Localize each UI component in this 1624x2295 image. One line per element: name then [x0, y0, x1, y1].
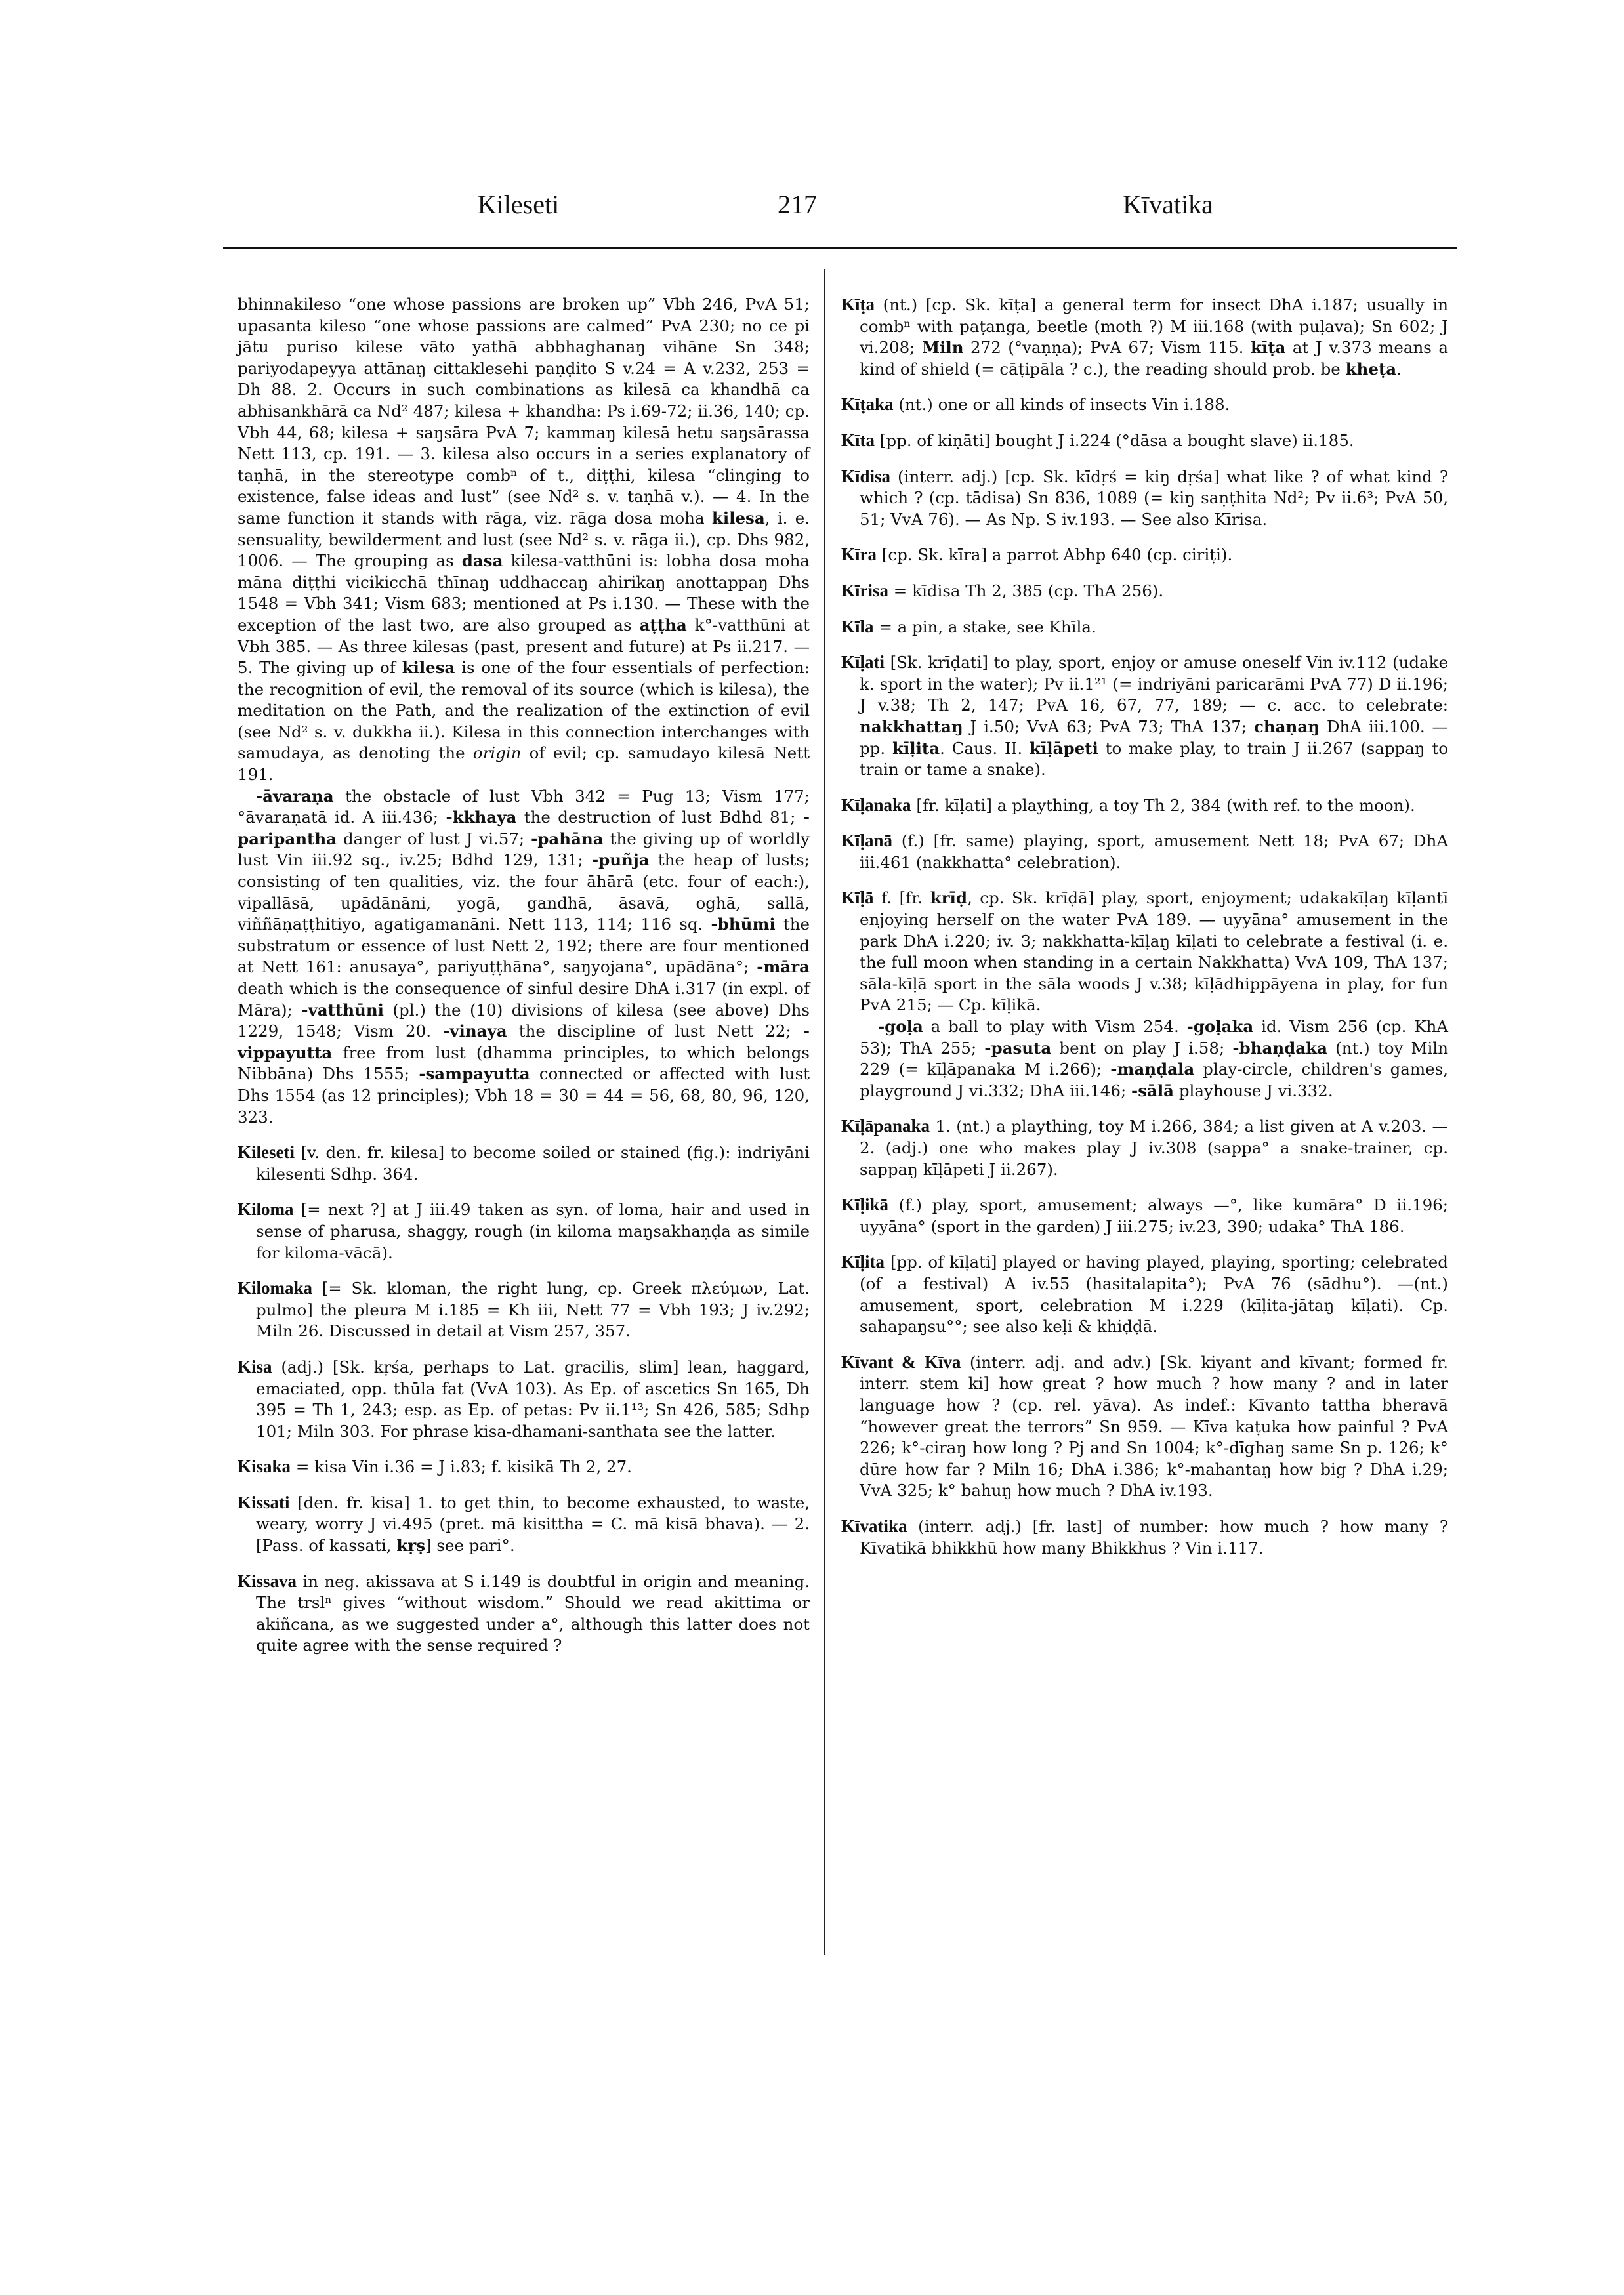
entry-text: (pl.) the (10) divisions of kilesa (see above) Dhs 1229, 1548; Vism 20. [238, 1000, 810, 1041]
headword: Kīdisa [841, 466, 891, 486]
entry-text: the obstacle of lust Vbh 342 = Pug 13; Vism 177; °āvaraṇatā id. A iii.436; [238, 786, 810, 827]
entry-text: the discipline of lust Nett 22; [507, 1022, 803, 1041]
headword: Kīḷanā [841, 831, 893, 851]
entry-text: (adj.) [Sk. kṛśa, perhaps to Lat. gracilis, slim] lean, haggard, emaciated, opp. thūla fat (VvA 103). As Ep. of ascetics Sn 165, Dh 395 = Th 1, 243; esp. as Ep. of petas: Pv ii.1¹³; Sn 426, 585; Sdhp 101; Miln 303. For phrase kisa-dhamani-santhata see the latter. [256, 1357, 810, 1441]
dictionary-entry [841, 651, 1448, 781]
entry-text: the giving up of worldly lust Vin iii.92 sq., iv.25; Bdhd 129, 131; [238, 829, 810, 870]
dictionary-entry [238, 1356, 810, 1442]
entry-text: [= next ?] at J iii.49 taken as syn. of loma, hair and used in sense of pharusa, shaggy, rough (in kiloma maŋsakhaṇḍa as simile for kiloma-vācā). [256, 1200, 810, 1262]
entry-text: is one of the four essentials of perfection: the recognition of evil, the removal of its source (which is kilesa), the meditation on the Path, and the realization of the extinction of evil (see Nd² s. v. dukkha ii.). Kilesa in this connection interchanges with samudaya, as denoting the [238, 658, 810, 763]
bold-subterm: -vinaya [443, 1022, 507, 1041]
entry-text: (interr. adj. and adv.) [Sk. kiyant and kīvant; formed fr. interr. stem ki] how great ? how much ? how many ? and in later language how ? (cp. rel. yāva). As indef.: Kīvanto tattha bheravā “however great the terrors” Sn 959. — Kīva kaṭuka how painful ? PvA 226; k°-ciraŋ how long ? Pj and Sn 1004; k°-dīghaŋ same Sn p. 126; k° dūre how far ? Miln 16; DhA i.386; k°-mahantaŋ how big ? DhA i.29; VvA 325; k° bahuŋ how much ? DhA iv.193. [860, 1352, 1448, 1500]
entry-text: f. [fr. [881, 888, 930, 908]
headword: Kīḷita [841, 1252, 885, 1272]
headword: Kīḷā [841, 888, 874, 908]
dictionary-entry [841, 1516, 1448, 1559]
dictionary-entry [841, 1194, 1448, 1237]
entry-text: k°-vatthūni at Vbh 385. — As three kilesas (past, present and future) at Ps ii.217. — 5. The giving up of [238, 615, 810, 678]
headword: Kīra [841, 545, 877, 565]
bold-subterm: kīḷāpeti [1029, 738, 1098, 758]
bold-subterm: dasa [461, 551, 503, 571]
compound-entries [238, 786, 810, 1128]
entry-text: , i. e. sensuality, bewilderment and lust (see Nd² s. v. rāga ii.), cp. Dhs 982, 1006. — The grouping as [238, 508, 810, 571]
headword: Kīla [841, 616, 874, 636]
bold-subterm: chaṇaŋ [1253, 716, 1320, 736]
bold-subterm: -maṇḍala [1110, 1060, 1195, 1079]
dictionary-entry [238, 1492, 810, 1557]
bold-subterm: Miln [921, 338, 964, 358]
bold-subterm: -māra [757, 957, 810, 977]
bold-subterm: -pahāna [531, 829, 604, 848]
entry-text: = a pin, a stake, see Khīla. [879, 617, 1096, 636]
bold-subterm: -goḷaka [1186, 1017, 1254, 1037]
header-rule [223, 247, 1457, 249]
headword: Kīḷanaka [841, 795, 911, 815]
entry-text: (interr. adj.) [cp. Sk. kīdṛś = kiŋ dṛśa] what like ? of what kind ? which ? (cp. tādisa) Sn 836, 1089 (= kiŋ saṇṭhita Nd²; Pv ii.6³; PvA 50, 51; VvA 76). — As Np. S iv.193. — See also Kīrisa. [860, 466, 1448, 529]
dictionary-entry [238, 1571, 810, 1657]
entry-text: (interr. adj.) [fr. last] of number: how much ? how many ? Kīvatikā bhikkhū how many Bhikkhus ? Vin i.117. [860, 1516, 1448, 1558]
bold-subterm: aṭṭha [639, 615, 687, 634]
page-number: 217 [778, 190, 817, 219]
entry-text: playhouse J vi.332. [1174, 1081, 1333, 1100]
entry-text: connected or affected with lust Dhs 1554 (as 12 principles); Vbh 18 = 30 = 44 = 56, 68, 80, 96, 120, 323. [238, 1064, 810, 1127]
headword: Kilomaka [238, 1278, 313, 1298]
entry-text: ] see pari°. [425, 1536, 515, 1556]
bold-subterm: kīḷita [892, 738, 940, 758]
entry-text: [pp. of kīḷati] played or having played, playing, sporting; celebrated (of a festival) A iv.55 (hasitalapita°); PvA 76 (sādhu°). —(nt.) amusement, sport, celebration M i.229 (kīḷita-jātaŋ kīḷati). Cp. sahapaŋsu°°; see also keḷi & khiḍḍā. [860, 1252, 1448, 1336]
bold-subterm: -pasuta [984, 1038, 1052, 1058]
entry-text: [pp. of kiṇāti] bought J i.224 (°dāsa a bought slave) ii.185. [879, 430, 1354, 450]
entry-text: to make play, to train J ii.267 (sappaŋ to train or tame a snake). [860, 738, 1448, 779]
headword: Kileseti [238, 1142, 295, 1163]
entry-text: [= Sk. kloman, the right lung, cp. Greek πλεύμων, Lat. pulmo] the pleura M i.185 = Kh iii, Nett 77 = Vbh 193; J iv.292; Miln 26. Discussed in detail at Vism 257, 357. [256, 1279, 810, 1341]
entry-text: kilesa-vatthūni is: lobha dosa moha māna diṭṭhi vicikicchā thīnaŋ uddhaccaŋ ahirikaŋ anottappaŋ Dhs 1548 = Vbh 341; Vism 683; mentioned at Ps i.130. — These with the exception of the last two, are also grouped as [238, 551, 810, 634]
entry-text: of evil; cp. samudayo kilesā Nett 191. [238, 743, 810, 785]
italic-term: origin [472, 743, 522, 763]
bold-subterm: kilesa [402, 658, 455, 678]
entry-text: J i.50; VvA 63; PvA 73; ThA 137; [963, 716, 1254, 736]
entry-text: bent on play J i.58; [1051, 1038, 1233, 1058]
entry-text: free from lust (dhamma principles, to which belongs Nibbāna) Dhs 1555; [238, 1043, 810, 1084]
bold-subterm: kṛṣ [396, 1536, 426, 1556]
bold-subterm: -āvaraṇa [256, 786, 334, 806]
headword: Kiloma [238, 1199, 294, 1220]
bold-subterm: -kkhaya [446, 808, 517, 827]
dictionary-entry [841, 887, 1448, 1102]
bold-subterm: kīṭa [1250, 338, 1286, 358]
bold-subterm: nakkhattaŋ [860, 716, 963, 736]
entry-text: at J v.373 means a kind of shield (= cāṭipāla ? c.), the reading should prob. be [860, 338, 1448, 379]
headword: Kīvatika [841, 1516, 907, 1536]
entry-text: danger of lust J vi.57; [337, 829, 531, 848]
bold-subterm: kheṭa [1345, 359, 1397, 379]
entry-text: a ball to play with Vism 254. [923, 1017, 1187, 1037]
right-column [841, 294, 1448, 1573]
headword: Kīṭa [841, 295, 875, 314]
entry-text: (f.) play, sport, amusement; always —°, like kumāra° D ii.196; uyyāna° (sport in the garden) J iii.275; iv.23, 390; udaka° ThA 186. [860, 1195, 1448, 1236]
headword: Kīḷikā [841, 1195, 889, 1215]
entry-text: 1. (nt.) a plaything, toy M i.266, 384; a list given at A v.203. — 2. (adj.) one who makes play J iv.308 (sappa° a snake-trainer, cp. sappaŋ kīḷāpeti J ii.267). [860, 1117, 1448, 1179]
headword: Kisaka [238, 1457, 291, 1477]
entry-text: , cp. Sk. krīḍā] play, sport, enjoyment; udakakīḷaŋ kīḷantī enjoying herself on the water PvA 189. — uyyāna° amusement in the park DhA i.220; iv. 3; nakkhatta-kīḷaŋ kīḷati to celebrate a festival (i. e. the full moon when standing in a certain Nakkhatta) VvA 109, ThA 137; sāla-kīḷā sport in the sāla woods J v.38; kīḷādhippāyena in play, for fun PvA 215; — Cp. kīḷikā. [860, 888, 1448, 1015]
entry-text: . [1396, 359, 1402, 379]
left-column [238, 294, 810, 1670]
headword: Kīta [841, 430, 875, 450]
dictionary-entry [841, 616, 1448, 638]
entry-text: in neg. akissava at S i.149 is doubtful in origin and meaning. The trslⁿ gives “without wisdom.” Should we read akittima or akiñcana, as we suggested under a°, although this latter does not quite agree with the sense required ? [256, 1571, 810, 1655]
entry-text: [Sk. krīḍati] to play, sport, enjoy or amuse oneself Vin iv.112 (udake k. sport in the water); Pv ii.1²¹ (= indriyāni paricarāmi PvA 77) D ii.196; J v.38; Th 2, 147; PvA 16, 67, 77, 189; — c. acc. to celebrate: [860, 653, 1448, 715]
bold-subterm: -vippayutta [238, 1022, 810, 1062]
entry-text: . Caus. II. [940, 738, 1030, 758]
dictionary-entry [841, 830, 1448, 873]
entry-text: DhA iii.100. — pp. [860, 716, 1448, 758]
entry-text: id. Vism 256 (cp. KhA 53); ThA 255; [860, 1017, 1448, 1058]
running-head-right: Kīvatika [1123, 190, 1213, 219]
headword: Kissati [238, 1492, 290, 1512]
entry-text: [fr. kīḷati] a plaything, a toy Th 2, 384 (with ref. to the moon). [916, 795, 1415, 815]
continued-entry-text [238, 294, 810, 786]
entry-text: (f.) [fr. same) playing, sport, amusement Nett 18; PvA 67; DhA iii.461 (nakkhatta° celebration). [860, 831, 1448, 872]
dictionary-entry [841, 1115, 1448, 1180]
running-head-left: Kileseti [477, 190, 560, 219]
headword: Kīvant & Kīva [841, 1352, 961, 1372]
entry-text: (nt.) toy Miln 229 (= kīḷāpanaka M i.266); [860, 1038, 1448, 1079]
bold-subterm: -bhaṇḍaka [1232, 1038, 1328, 1058]
dictionary-entry [841, 580, 1448, 602]
bold-subterm: -bhūmi [711, 915, 776, 934]
entry-text: bhinnakileso “one whose passions are broken up” Vbh 246, PvA 51; upasanta kileso “one whose passions are calmed” PvA 230; no ce pi jātu puriso kilese vāto yathā abbhaghanaŋ vihāne Sn 348; pariyodapeyya attānaŋ cittaklesehi paṇḍito S v.24 = A v.232, 253 = Dh 88. 2. Occurs in such combinations as kilesā ca khandhā ca abhisankhārā ca Nd² 487; kilesa + khandha: Ps i.69-72; ii.36, 140; cp. Vbh 44, 68; kilesa + saŋsāra PvA 7; kammaŋ kilesā hetu saŋsārassa Nett 113, cp. 191. — 3. kilesa also occurs in a series explanatory of taṇhā, in the stereotype combⁿ of t., diṭṭhi, kilesa “clinging to existence, false ideas and lust” (see Nd² s. v. taṇhā v.). — 4. In the same function it stands with rāga, viz. rāga dosa moha [238, 295, 810, 527]
entry-text: (nt.) one or all kinds of insects Vin i.188. [898, 395, 1230, 415]
headword: Kīṭaka [841, 394, 894, 415]
bold-subterm: kilesa [711, 508, 765, 527]
entry-text: 272 (°vaṇṇa); PvA 67; Vism 115. [963, 338, 1251, 358]
bold-subterm: -puñja [591, 850, 650, 870]
sub-entries [860, 1016, 1448, 1102]
dictionary-entry [238, 1277, 810, 1342]
dictionary-entry [841, 1352, 1448, 1502]
entry-text: [cp. Sk. kīra] a parrot Abhp 640 (cp. ciriṭi). [881, 545, 1233, 565]
entry-text: [v. den. fr. kilesa] to become soiled or stained (fig.): indriyāni kilesenti Sdhp. 364. [256, 1143, 810, 1184]
dictionary-entry [841, 430, 1448, 452]
bold-subterm: krīḍ [930, 888, 967, 908]
entry-text: = kisa Vin i.36 = J i.83; f. kisikā Th 2, 27. [295, 1457, 632, 1477]
headword: Kīḷati [841, 652, 885, 672]
entry-text: play-circle, children's games, playground J vi.332; DhA iii.146; [860, 1060, 1448, 1100]
dictionary-entry [841, 544, 1448, 566]
dictionary-entry [841, 1251, 1448, 1337]
bold-subterm: -sampayutta [419, 1064, 530, 1084]
entry-text: the heap of lusts; consisting of ten qualities, viz. the four āhārā (etc. four of each:), vipallāsā, upādānāni, yogā, gandhā, āsavā, oghā, sallā, viññāṇaṭṭhitiyo, agatigamanāni. Nett 113, 114; 116 sq. [238, 850, 810, 934]
column-divider [824, 269, 825, 1955]
bold-subterm: -vatthūni [301, 1000, 384, 1020]
headword: Kīrisa [841, 580, 888, 600]
entry-text: the destruction of lust Bdhd 81; [516, 808, 803, 827]
bold-subterm: -paripantha [238, 808, 810, 848]
entry-text: death which is the consequence of sinful desire DhA i.317 (in expl. of Māra); [238, 979, 810, 1020]
dictionary-entry [238, 1456, 810, 1478]
dictionary-entry [238, 1142, 810, 1185]
headword: Kīḷāpanaka [841, 1116, 930, 1136]
dictionary-entry [238, 1199, 810, 1264]
entry-text: = kīdisa Th 2, 385 (cp. ThA 256). [893, 581, 1164, 600]
dictionary-entry [841, 394, 1448, 416]
headword: Kisa [238, 1356, 272, 1376]
entry-text: [den. fr. kisa] 1. to get thin, to become exhausted, to waste, weary, worry J vi.495 (pret. mā kisittha = C. mā kisā bhava). — 2. [Pass. of kassati, [256, 1493, 810, 1556]
headword: Kissava [238, 1571, 297, 1591]
dictionary-entry [841, 466, 1448, 531]
entry-text: (nt.) [cp. Sk. kīṭa] a general term for insect DhA i.187; usually in combⁿ with paṭanga, beetle (moth ?) M iii.168 (with puḷava); Sn 602; J vi.208; [860, 295, 1448, 358]
dictionary-entry [841, 795, 1448, 817]
bold-subterm: -sālā [1131, 1081, 1175, 1100]
entry-text: the substratum or essence of lust Nett 2, 192; there are four mentioned at Nett 161: anusaya°, pariyuṭṭhāna°, saŋyojana°, upādāna°; [238, 915, 810, 977]
dictionary-entry [841, 294, 1448, 380]
bold-subterm: -goḷa [878, 1017, 923, 1037]
